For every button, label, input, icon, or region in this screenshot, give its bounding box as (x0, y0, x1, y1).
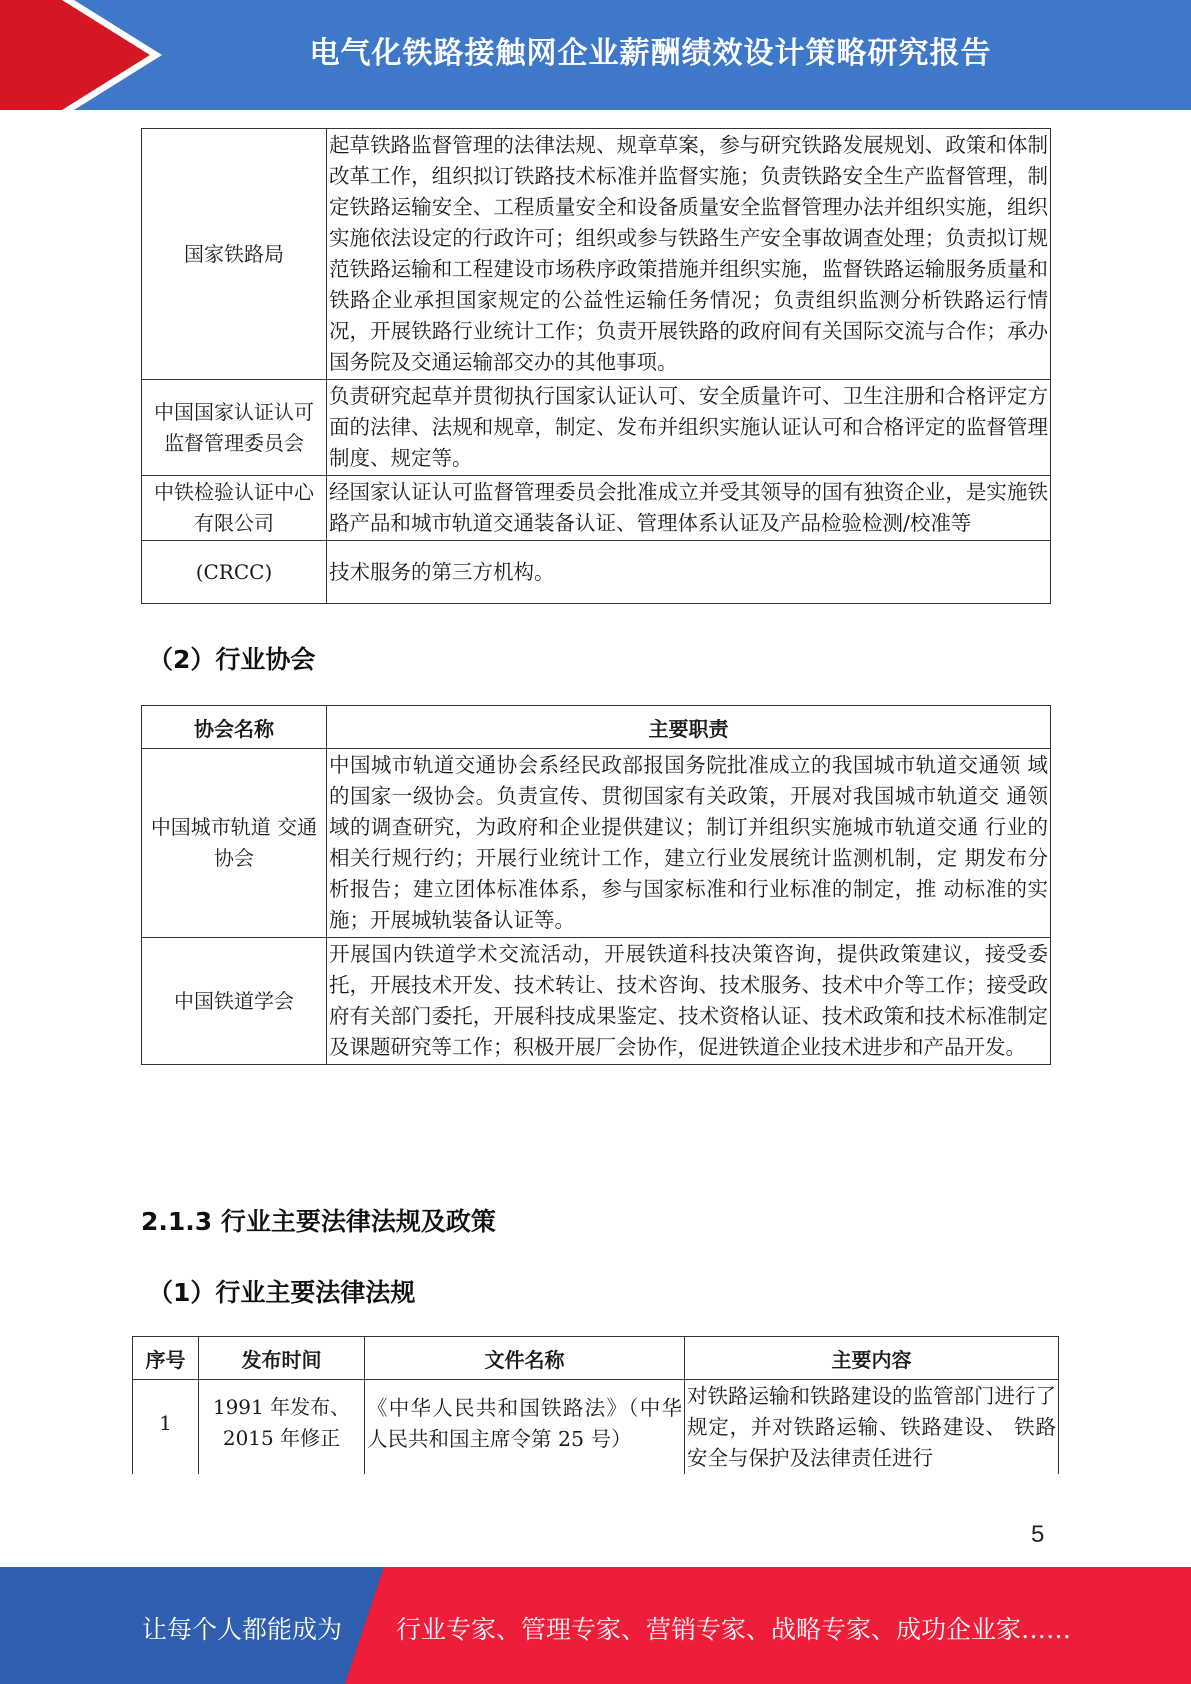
org-name-cell: 中国国家认证认可监督管理委员会 (142, 380, 327, 476)
table-row (142, 476, 1051, 541)
law-number: 1 (159, 1411, 172, 1435)
laws-table (132, 1336, 1059, 1474)
regulators-table (141, 128, 1051, 604)
section-heading-associations: （2）行业协会 (148, 645, 316, 674)
association-duty-cell: 开展国内铁道学术交流活动，开展铁道科技决策咨询，提供政策建议，接受委托，开展技术开发、技术转让、技术咨询、技术服务、技术中介等工作；接受政府有关部门委托，开展科技成果鉴定、技术资格认证、技术政策和技术标准制定及课题研究等工作；积极开展厂会协作，促进铁道企业技术进步和产品开发。 (327, 938, 1051, 1065)
law-file: 《中华人民共和国铁路法》（中华 人民共和国主席令第 25 号） (367, 1396, 682, 1451)
org-name-cell: 中铁检验认证中心有限公司 (142, 476, 327, 541)
association-name-cell: 中国铁道学会 (142, 938, 327, 1065)
law-number-cell (133, 1380, 199, 1475)
table-row (142, 129, 1051, 380)
org-name-cell: 国家铁路局 (142, 129, 327, 380)
table-row (142, 380, 1051, 476)
column-header: 主要内容 (685, 1337, 1059, 1380)
association-name-cell: 中国城市轨道 交通协会 (142, 749, 327, 938)
page-number: 5 (1031, 1521, 1045, 1548)
table-header-row (133, 1337, 1059, 1380)
section-heading-laws: 2.1.3 行业主要法律法规及政策 (141, 1207, 496, 1236)
law-date-cell (199, 1380, 365, 1475)
org-name-cell: (CRCC) (142, 541, 327, 604)
law-date: 1991 年发布、 2015 年修正 (212, 1395, 351, 1450)
org-duty-cell: 经国家认证认可监督管理委员会批准成立并受其领导的国有独资企业，是实施铁路产品和城市轨道交通装备认证、管理体系认证及产品检验检测/校准等 (327, 476, 1051, 541)
column-header: 协会名称 (142, 706, 327, 749)
subsection-heading-laws: （1）行业主要法律法规 (148, 1278, 416, 1307)
table-row (142, 938, 1051, 1065)
association-duty-cell: 中国城市轨道交通协会系经民政部报国务院批准成立的我国城市轨道交通领 域的国家一级协会。负责宣传、贯彻国家有关政策，开展对我国城市轨道交 通领域的调查研究，为政府和企业提供建议；制订并组织实施城市轨道交通 行业的相关行规行约；开展行业统计工作，建立行业发展统计监测机制，定 期发布分析报告；建立团体标准体系，参与国家标准和行业标准的制定，推 动标准的实施；开展城轨装备认证等。 (327, 749, 1051, 938)
footer-slogan-left: 让每个人都能成为 (142, 1615, 343, 1644)
org-duty-cell: 起草铁路监督管理的法律法规、规章草案，参与研究铁路发展规划、政策和体制改革工作，组织拟订铁路技术标准并监督实施；负责铁路安全生产监督管理，制定铁路运输安全、工程质量安全和设备质量安全监督管理办法并组织实施，组织实施依法设定的行政许可；组织或参与铁路生产安全事故调查处理；负责拟订规范铁路运输和工程建设市场秩序政策措施并组织实施，监督铁路运输服务质量和铁路企业承担国家规定的公益性运输任务情况；负责组织监测分析铁路运行情况，开展铁路行业统计工作；负责开展铁路的政府间有关国际交流与合作；承办国务院及交通运输部交办的其他事项。 (327, 129, 1051, 380)
table-row (142, 749, 1051, 938)
associations-table (141, 705, 1051, 1065)
column-header: 文件名称 (365, 1337, 685, 1380)
page-footer (0, 1567, 1191, 1684)
law-content-cell (685, 1380, 1059, 1475)
table-header-row (142, 706, 1051, 749)
law-content: 对铁路运输和铁路建设的监管部门进行了规定，并对铁路运输、铁路建设、 铁路安全与保护及法律责任进行 (687, 1384, 1056, 1470)
table-row (142, 541, 1051, 604)
org-duty-cell: 技术服务的第三方机构。 (327, 541, 1051, 604)
column-header: 发布时间 (199, 1337, 365, 1380)
org-duty-cell: 负责研究起草并贯彻执行国家认证认可、安全质量许可、卫生注册和合格评定方面的法律、法规和规章，制定、发布并组织实施认证认可和合格评定的监督管理制度、规定等。 (327, 380, 1051, 476)
footer-slogan-right: 行业专家、管理专家、营销专家、战略专家、成功企业家…… (396, 1615, 1072, 1644)
column-header: 序号 (133, 1337, 199, 1380)
column-header: 主要职责 (327, 706, 1051, 749)
page-header (0, 0, 1191, 110)
table-row (133, 1380, 1059, 1475)
law-file-cell (365, 1380, 685, 1475)
report-title: 电气化铁路接触网企业薪酬绩效设计策略研究报告 (309, 36, 992, 71)
